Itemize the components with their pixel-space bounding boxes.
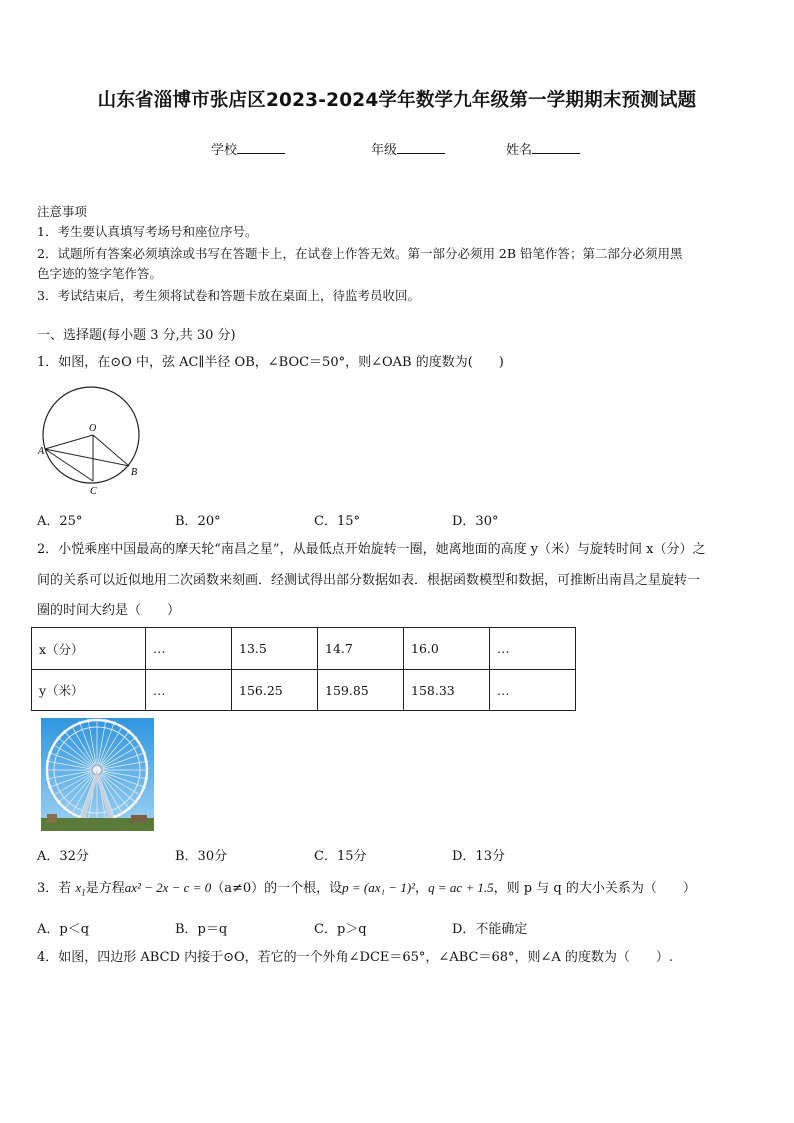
q3-x-sub: 1 <box>81 887 86 898</box>
q1-option-a[interactable]: A．25° <box>37 514 83 529</box>
table-cell: y（米） <box>32 670 146 711</box>
segment-ob <box>93 435 129 466</box>
q1-option-c[interactable]: C．15° <box>314 514 360 529</box>
label-b: B <box>131 467 138 478</box>
question-2-line-2: 间的关系可以近似地用二次函数来刻画．经测试得出部分数据如表．根据函数模型和数据，可推断出南昌之星旋转一 <box>37 573 701 588</box>
q2-option-b[interactable]: B．30分 <box>175 849 228 864</box>
table-cell: 156.25 <box>232 670 318 711</box>
q3-text-a: 是方程 <box>85 881 125 896</box>
q2-option-d[interactable]: D．13分 <box>452 849 505 864</box>
q3-option-c[interactable]: C．p＞q <box>314 922 367 937</box>
q3-x1 <box>75 880 86 898</box>
label-c: C <box>90 486 97 497</box>
name-label: 姓名 <box>506 143 533 158</box>
segment-oa <box>45 435 93 449</box>
section-heading: 一、选择题(每小题 3 分,共 30 分) <box>37 328 236 343</box>
exam-title: 山东省淄博市张店区2023-2024学年数学九年级第一学期期末预测试题 <box>97 90 697 111</box>
building <box>131 815 147 822</box>
q3-number: 3．若 <box>37 881 76 896</box>
q2-option-c[interactable]: C．15分 <box>314 849 367 864</box>
q3-x: x <box>75 880 82 895</box>
note-2: 2．试题所有答案必须填涂或书写在答题卡上，在试卷上作答无效。第一部分必须用 2B 铅笔作答；第二部分必须用黑 <box>37 246 683 261</box>
note-2-cont: 色字迹的签字笔作答。 <box>37 266 163 281</box>
note-1: 1．考生要认真填写考场号和座位序号。 <box>37 224 258 239</box>
grade-label: 年级 <box>371 143 398 158</box>
table-cell: … <box>490 670 576 711</box>
question-2-line-1: 2．小悦乘座中国最高的摩天轮“南昌之星”，从最低点开始旋转一圈，她离地面的高度 y（米）与旋转时间 x（分）之 <box>37 542 706 557</box>
table-cell: 16.0 <box>404 628 490 670</box>
grade-field <box>371 141 445 160</box>
q1-option-d[interactable]: D．30° <box>452 514 499 529</box>
table-row <box>32 670 576 711</box>
building <box>47 814 57 822</box>
q3-text-b: ，则 p 与 q 的大小关系为（ ） <box>493 881 696 896</box>
question-3 <box>37 879 696 902</box>
q3-comma: ， <box>415 881 429 896</box>
data-table <box>31 627 576 711</box>
table-cell: 13.5 <box>232 628 318 670</box>
note-3: 3．考试结束后，考生须将试卷和答题卡放在桌面上，待监考员收回。 <box>37 288 420 303</box>
table-cell: x（分） <box>32 628 146 670</box>
label-o: O <box>89 423 97 434</box>
circle-figure <box>32 384 162 502</box>
school-blank <box>237 141 285 154</box>
question-4: 4．如图，四边形 ABCD 内接于⊙O，若它的一个外角∠DCE＝65°，∠ABC＝68°，则∠A 的度数为（ ）. <box>37 950 674 965</box>
school-label: 学校 <box>211 143 238 158</box>
q3-p-expression: p = (ax₁ − 1)² <box>342 880 416 895</box>
table-row <box>32 628 576 670</box>
notes-heading: 注意事项 <box>37 204 88 219</box>
question-2-line-3: 圈的时间大约是（ ） <box>37 603 181 618</box>
name-blank <box>532 141 580 154</box>
q2-option-a[interactable]: A．32分 <box>37 849 89 864</box>
q3-option-b[interactable]: B．p＝q <box>175 922 228 937</box>
q3-option-d[interactable]: D．不能确定 <box>452 922 528 937</box>
q3-q-expression: q = ac + 1.5 <box>428 880 494 895</box>
school-field <box>211 141 285 160</box>
q3-equation: ax² − 2x − c = 0 <box>124 880 212 895</box>
table-cell: … <box>146 628 232 670</box>
circle-o <box>43 387 139 483</box>
question-1: 1．如图，在⊙O 中，弦 AC∥半径 OB，∠BOC＝50°，则∠OAB 的度数为( ) <box>37 355 504 370</box>
ferris-wheel-image <box>41 718 154 831</box>
table-cell: … <box>490 628 576 670</box>
table-cell: 159.85 <box>318 670 404 711</box>
table-cell: 158.33 <box>404 670 490 711</box>
name-field <box>506 141 580 160</box>
label-a: A <box>38 446 45 457</box>
table-cell: … <box>146 670 232 711</box>
grade-blank <box>397 141 445 154</box>
q1-option-b[interactable]: B．20° <box>175 514 221 529</box>
q3-condition: （a≠0）的一个根，设 <box>211 881 343 896</box>
table-cell: 14.7 <box>318 628 404 670</box>
q3-option-a[interactable]: A．p＜q <box>37 922 90 937</box>
